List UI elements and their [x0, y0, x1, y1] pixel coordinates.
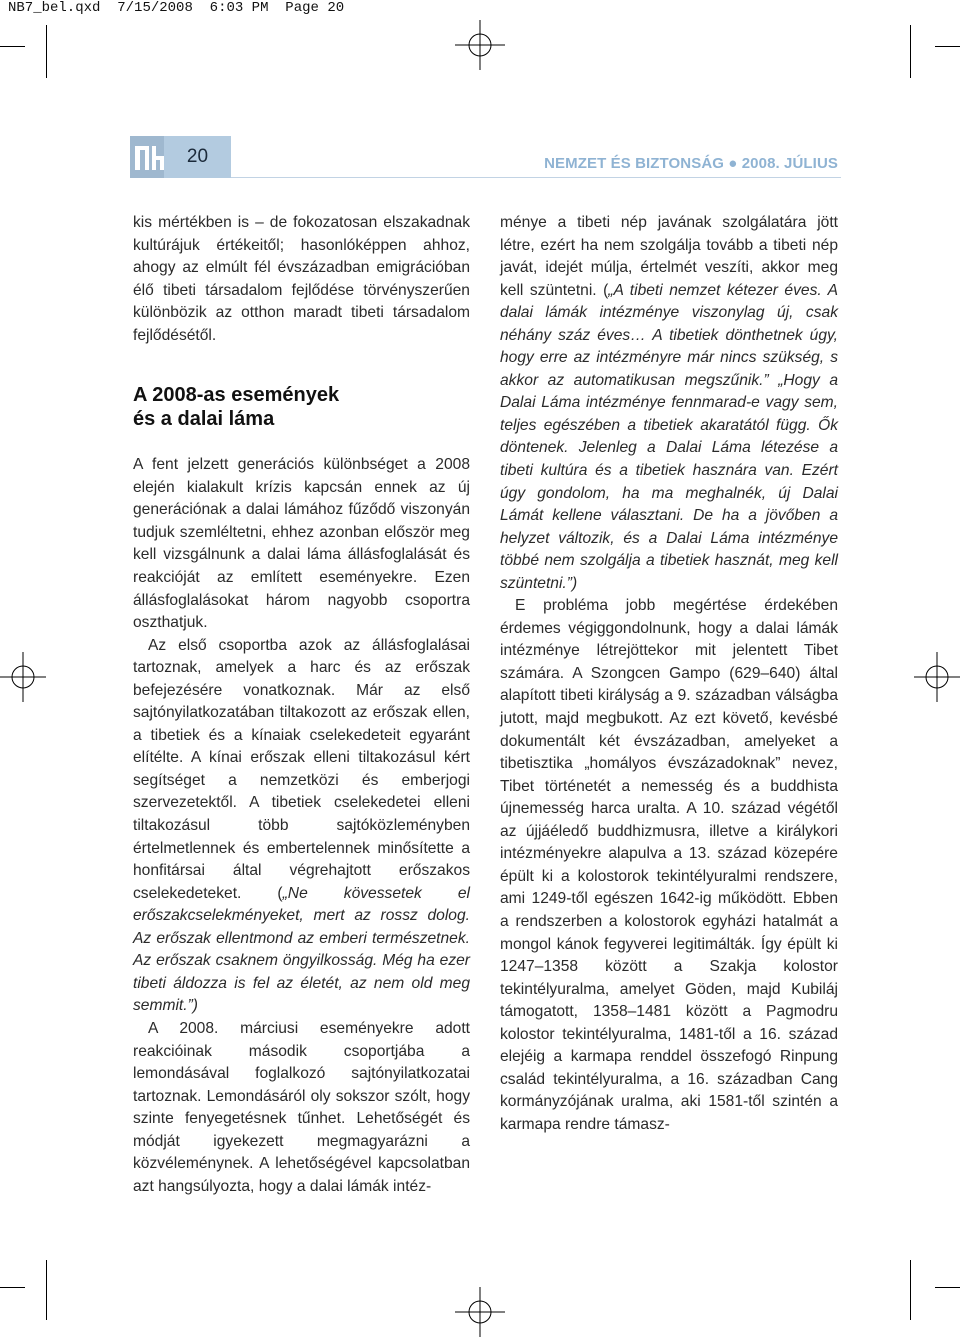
paragraph-first-group-text: Az első csoportba azok az állásfoglalásai tartoznak, amelyek a harc és az erőszak befejezésére vonatkoznak. Már az első sajtónyilatkozatában tiltakozott az erőszak ellen, a tibetiek és a kínaiak cselekedeteit egyaránt elítélte. A kínai erőszak elleni tiltakozásul kért segítséget a nemzetközi és emberjogi szervezetektől. A tibetiek cselekedetei elleni tiltakozásul több sajtóközleményben értelmetlennek és embertelennek minősítette a honfitársai által végrehajtott erőszakos cselekedeteket. ( [133, 636, 470, 902]
paragraph-institution-text: ménye a tibeti nép javának szolgálatára jött létre, ezért ha nem szolgálja tovább a tibeti nép javát, idejét múlja, értelmét veszíti, akkor meg kell szüntetni. ( [500, 214, 838, 299]
heading-line-1: A 2008-as események [133, 384, 340, 407]
registration-mark-bottom-icon [455, 1287, 505, 1337]
right-column [500, 212, 838, 1136]
paragraph-generations: A fent jelzett generációs különbséget a 2008 elején kialakult krízis kapcsán ennek az új generációnak a dalai lámához fűződő viszonyán tudjuk szemléltetni, ehhez azonban először meg kell vizsgálnunk a dalai láma állásfoglalását és reakcióját az említett eseményekre. Ezen állásfoglalásokat három nagyobb csoportra oszthatjuk. [133, 456, 470, 632]
page-number-box [164, 136, 231, 178]
running-title: NEMZET ÉS BIZTONSÁG ● 2008. JÚLIUS [544, 155, 838, 172]
crop-mark [910, 25, 911, 78]
logo-mark-icon [130, 136, 164, 178]
crop-mark [46, 25, 47, 78]
slug-date: 7/15/2008 [117, 0, 193, 16]
paragraph-second-group: A 2008. márciusi eseményekre adott reakcióinak második csoportjába a lemondásával foglalkozó sajtónyilatkozatai tartoznak. Lemondásáról oly sokszor szólt, hogy szinte fenyegetésnek tűnhet. Lehetőségét és módját igyekezett megmagyarázni a közvéleménynek. A lehetőségével kapcsolatban azt hangsúlyozta, hogy a dalai lámák intéz- [133, 1019, 470, 1195]
header-rule [231, 177, 841, 178]
slug-page-word: Page [285, 0, 319, 16]
crop-mark [0, 1287, 25, 1288]
registration-mark-left-icon [0, 652, 46, 702]
crop-mark [0, 46, 25, 47]
journal-logo [130, 136, 164, 178]
slug-page-num: 20 [327, 0, 345, 16]
intro-paragraph: kis mértékben is – de fokozatosan elszakadnak kultúrájuk értékeitől; hasonlóképpen ahhoz, ahogy az elmúlt fél évszázadban emigrációban élő tibeti társadalom fejlődése törvényszerűen különbözik az otthon maradt tibeti társadalom fejlődésétől. [133, 214, 470, 344]
registration-mark-top-icon [455, 20, 505, 70]
left-column [133, 212, 470, 1198]
crop-mark [46, 1260, 47, 1320]
crop-mark [910, 1260, 911, 1320]
crop-mark [935, 46, 960, 47]
page-number: 20 [186, 146, 209, 167]
slug-file: NB7_bel.qxd [8, 0, 101, 16]
section-heading [133, 383, 470, 431]
quote-institution: „A tibeti nemzet kétezer éves. A dalai lámák intézménye viszonylag új, csak néhány száz éves… A tibetiek dönthetnek úgy, hogy erre az intézményre már nincs szükség, s akkor az automatikusan megszűnik.” „Hogy a Dalai Láma intézménye fennmarad-e vagy sem, teljes egészében a tibetiek akaratától függ. Ők döntenek. Jelenleg a Dalai Láma létezése a tibeti kultúra és a tibetiek hasznára van. Ezért úgy gondolom, ha ma meghalnék, új Dalai Lámát kellene választani. De ha a jövőben a helyzet változik, és a Dalai Láma intézménye többé nem szolgálja a tibetiek hasznát, meg kell szüntetni.”) [500, 281, 838, 592]
crop-mark [935, 1287, 960, 1288]
heading-line-2: és a dalai láma [133, 408, 275, 431]
slug-time: 6:03 PM [209, 0, 269, 16]
quote-violence: „Ne kövessetek el erőszakcselekményeket, mert az rossz dolog. Az erőszak ellentmond az emberi természetnek. Az erőszak csaknem öngyilkosság. Még ha ezer tibeti áldozza is fel az életét, az nem old meg semmit.”) [133, 884, 470, 1015]
registration-mark-right-icon [914, 652, 960, 702]
paragraph-institution [500, 212, 838, 595]
paragraph-first-group [133, 635, 470, 1018]
printer-slug [8, 0, 344, 16]
paragraph-history: E probléma jobb megértése érdekében érdemes végiggondolnunk, hogy a dalai lámák intézménye létrejöttekor mit jelentett Tibet számára. A Szongcen Gampo (629–640) által alapított tibeti királyság a 9. században válságba jutott, majd megbukott. Az ezt követő, kevésbé dokumentált két évszázadban, amelyeket a tibetisztika „homályos évszázadoknak” nevez, Tibet történetét a nemesség és a buddhista újnemesség harca uralta. A 10. század végétől az újjáéledő buddhizmusra, illetve a királykori intézményekre alapulva a 13. század közepére épült ki a kolostorok tekintélyuralmi rendszere, ami 1249-től egészen 1642-ig működött. Ebben a rendszerben a kolostorok egyházi hatalmát a mongol kánok fegyverei legitimálták. Így épült ki 1247–1358 között a Szakja kolostor tekintélyuralma, amelyet Göden, majd Kubiláj támogatott, 1358–1481 között a Pagmodru kolostor tekintélyuralma, 1481-től a 16. század elejéig a karmapa renddel összefogó Rinpung család tekintélyuralma, a 16. században Cang kormányzójának uralma, aki 1581-től szintén a karmapa rendre támasz- [500, 597, 838, 1133]
